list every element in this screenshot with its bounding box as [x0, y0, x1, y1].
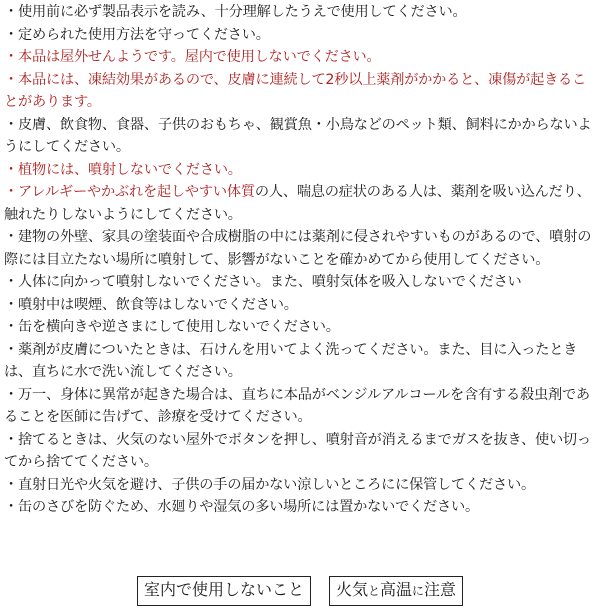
- note-rust: ・缶のさびを防ぐため、水廻りや湿気の多い場所には置かないでください。: [4, 499, 480, 515]
- note-storage: ・直射日光や火気を避け、子供の手の届かない涼しいところにに保管してください。: [4, 476, 535, 493]
- note-allergy: [4, 181, 596, 226]
- warning-badges: [0, 576, 600, 606]
- note-medical: ・万一、身体に異常が起きた場合は、直ちに本品がベンジルアルコールを含有する殺虫剤であることを医師に告げて、診療を受けてください。: [4, 386, 590, 425]
- note-disposal: ・捨てるときは、火気のない屋外でボタンを押し、噴射音が消えるまでガスを抜き、使い切ってから捨ててください。: [4, 431, 591, 470]
- badge-fire-c: 注意: [424, 580, 457, 599]
- badge-no-indoor-use: 室内で使用しないこと: [137, 576, 311, 606]
- note-follow-usage: ・定められた使用方法を守ってください。: [4, 26, 270, 43]
- badge-fire-to: と: [367, 584, 380, 598]
- note-read-label: ・使用前に必ず製品表示を読み、十分理解したうえで使用してください。: [4, 4, 467, 20]
- precaution-list: [4, 1, 596, 519]
- note-no-body-spray: ・人体に向かって噴射しないでください。また、噴射気体を吸入しないでください: [4, 274, 522, 290]
- badge-fire-b: 高温: [380, 580, 413, 599]
- note-no-plants: ・植物には、噴射しないでください。: [4, 161, 242, 178]
- badge-fire-heat-caution: [329, 576, 463, 606]
- note-surface-test: ・建物の外壁、家具の塗装面や合成樹脂の中には薬剤に侵されやすいものがあるので、噴射の際には目立たない場所に噴射して、影響がないことを確かめてから使用してください。: [4, 229, 592, 268]
- note-upright-use: ・缶を横向きや逆さまにして使用しないでください。: [4, 319, 340, 335]
- note-skin-eye-contact: ・薬剤が皮膚についたときは、石けんを用いてよく洗ってください。また、目に入ったときは、直ちに水で洗い流してください。: [4, 341, 578, 380]
- note-outdoor-only: ・本品は屋外せんようです。屋内で使用しないでください。: [4, 49, 381, 65]
- note-frostbite-warning: ・本品には、凍結効果があるので、皮膚に連続して2秒以上薬剤がかかると、凍傷が起きることがあります。: [4, 71, 587, 110]
- note-allergy-emphasis: ・アレルギーやかぶれを起しやすい体質: [4, 184, 255, 200]
- badge-fire-a: 火気: [335, 580, 368, 599]
- note-allergy-rest: の人、喘息の症状のある人は、薬剤を吸い込んだり、触れたりしないようにしてください。: [4, 184, 591, 223]
- note-avoid-food-pets: ・皮膚、飲食物、食器、子供のおもちゃ、観賞魚・小鳥などのペット類、飼料にかからないようにしてください。: [4, 116, 592, 155]
- note-no-smoking: ・噴射中は喫煙、飲食等はしないでください。: [4, 296, 298, 313]
- badge-fire-ni: に: [412, 584, 425, 598]
